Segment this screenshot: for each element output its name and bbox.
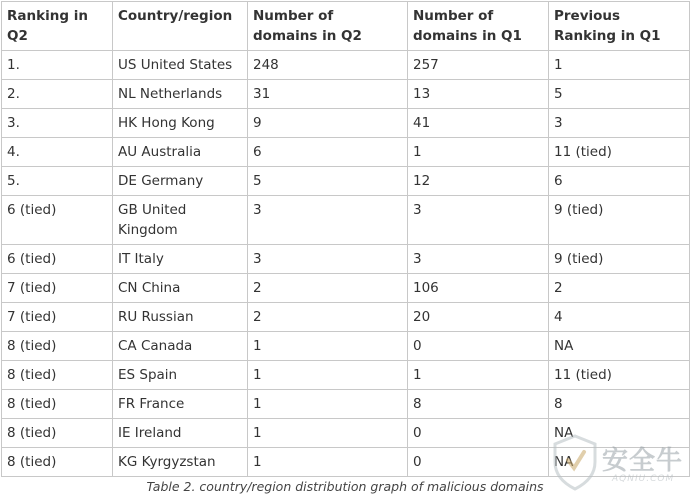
watermark-subtext: AQNIU.COM bbox=[612, 474, 675, 484]
cell-domains-q1: 0 bbox=[408, 419, 549, 448]
cell-ranking: 2. bbox=[2, 80, 113, 109]
cell-ranking: 4. bbox=[2, 138, 113, 167]
table-header bbox=[2, 2, 690, 51]
cell-previous-ranking: 9 (tied) bbox=[549, 196, 690, 245]
cell-ranking: 7 (tied) bbox=[2, 274, 113, 303]
cell-country: CA Canada bbox=[113, 332, 248, 361]
cell-country: CN China bbox=[113, 274, 248, 303]
cell-country: US United States bbox=[113, 51, 248, 80]
table-row bbox=[2, 390, 690, 419]
cell-country: FR France bbox=[113, 390, 248, 419]
malicious-domains-table bbox=[1, 1, 690, 477]
cell-domains-q2: 248 bbox=[248, 51, 408, 80]
cell-domains-q1: 1 bbox=[408, 361, 549, 390]
table-row bbox=[2, 196, 690, 245]
cell-previous-ranking: 3 bbox=[549, 109, 690, 138]
header-ranking-q2: Ranking in Q2 bbox=[2, 2, 113, 51]
cell-previous-ranking: 1 bbox=[549, 51, 690, 80]
header-country-region: Country/region bbox=[113, 2, 248, 51]
table-row bbox=[2, 109, 690, 138]
cell-previous-ranking: 11 (tied) bbox=[549, 138, 690, 167]
cell-country: DE Germany bbox=[113, 167, 248, 196]
table-row bbox=[2, 167, 690, 196]
cell-domains-q2: 5 bbox=[248, 167, 408, 196]
cell-country: GB United Kingdom bbox=[113, 196, 248, 245]
cell-previous-ranking: 8 bbox=[549, 390, 690, 419]
cell-previous-ranking: 5 bbox=[549, 80, 690, 109]
table-row bbox=[2, 419, 690, 448]
cell-previous-ranking: NA bbox=[549, 332, 690, 361]
cell-domains-q2: 31 bbox=[248, 80, 408, 109]
cell-previous-ranking: NA bbox=[549, 448, 690, 477]
cell-ranking: 5. bbox=[2, 167, 113, 196]
cell-domains-q2: 1 bbox=[248, 448, 408, 477]
cell-domains-q2: 1 bbox=[248, 419, 408, 448]
header-previous-ranking: Previous Ranking in Q1 bbox=[549, 2, 690, 51]
cell-country: ES Spain bbox=[113, 361, 248, 390]
cell-domains-q1: 3 bbox=[408, 196, 549, 245]
cell-ranking: 3. bbox=[2, 109, 113, 138]
cell-domains-q2: 9 bbox=[248, 109, 408, 138]
cell-ranking: 8 (tied) bbox=[2, 419, 113, 448]
cell-domains-q2: 6 bbox=[248, 138, 408, 167]
table-row bbox=[2, 138, 690, 167]
cell-country: KG Kyrgyzstan bbox=[113, 448, 248, 477]
cell-domains-q1: 257 bbox=[408, 51, 549, 80]
cell-country: AU Australia bbox=[113, 138, 248, 167]
header-row bbox=[2, 2, 690, 51]
cell-domains-q2: 3 bbox=[248, 196, 408, 245]
table-row bbox=[2, 361, 690, 390]
cell-domains-q1: 20 bbox=[408, 303, 549, 332]
cell-domains-q1: 41 bbox=[408, 109, 549, 138]
cell-ranking: 1. bbox=[2, 51, 113, 80]
cell-ranking: 6 (tied) bbox=[2, 196, 113, 245]
cell-domains-q1: 8 bbox=[408, 390, 549, 419]
cell-country: IE Ireland bbox=[113, 419, 248, 448]
cell-domains-q2: 3 bbox=[248, 245, 408, 274]
table-row bbox=[2, 332, 690, 361]
cell-domains-q2: 2 bbox=[248, 303, 408, 332]
cell-domains-q2: 1 bbox=[248, 390, 408, 419]
header-domains-q1: Number of domains in Q1 bbox=[408, 2, 549, 51]
cell-domains-q2: 2 bbox=[248, 274, 408, 303]
cell-domains-q1: 3 bbox=[408, 245, 549, 274]
cell-country: NL Netherlands bbox=[113, 80, 248, 109]
cell-domains-q1: 106 bbox=[408, 274, 549, 303]
cell-previous-ranking: 4 bbox=[549, 303, 690, 332]
table-caption: Table 2. country/region distribution graph of malicious domains bbox=[146, 479, 544, 494]
cell-previous-ranking: 6 bbox=[549, 167, 690, 196]
cell-previous-ranking: 9 (tied) bbox=[549, 245, 690, 274]
cell-domains-q1: 0 bbox=[408, 448, 549, 477]
cell-ranking: 6 (tied) bbox=[2, 245, 113, 274]
table-row bbox=[2, 51, 690, 80]
cell-domains-q1: 1 bbox=[408, 138, 549, 167]
cell-domains-q1: 13 bbox=[408, 80, 549, 109]
header-domains-q2: Number of domains in Q2 bbox=[248, 2, 408, 51]
cell-domains-q1: 0 bbox=[408, 332, 549, 361]
cell-domains-q2: 1 bbox=[248, 332, 408, 361]
cell-country: IT Italy bbox=[113, 245, 248, 274]
cell-ranking: 8 (tied) bbox=[2, 390, 113, 419]
table-row bbox=[2, 274, 690, 303]
cell-country: HK Hong Kong bbox=[113, 109, 248, 138]
table-row bbox=[2, 245, 690, 274]
cell-country: RU Russian bbox=[113, 303, 248, 332]
cell-ranking: 7 (tied) bbox=[2, 303, 113, 332]
table-body bbox=[2, 51, 690, 477]
watermark-text: 安全牛 bbox=[602, 446, 684, 476]
cell-previous-ranking: 11 (tied) bbox=[549, 361, 690, 390]
table-row bbox=[2, 80, 690, 109]
cell-ranking: 8 (tied) bbox=[2, 361, 113, 390]
cell-ranking: 8 (tied) bbox=[2, 332, 113, 361]
cell-previous-ranking: NA bbox=[549, 419, 690, 448]
table-row bbox=[2, 303, 690, 332]
table-row bbox=[2, 448, 690, 477]
cell-domains-q1: 12 bbox=[408, 167, 549, 196]
cell-domains-q2: 1 bbox=[248, 361, 408, 390]
cell-ranking: 8 (tied) bbox=[2, 448, 113, 477]
cell-previous-ranking: 2 bbox=[549, 274, 690, 303]
